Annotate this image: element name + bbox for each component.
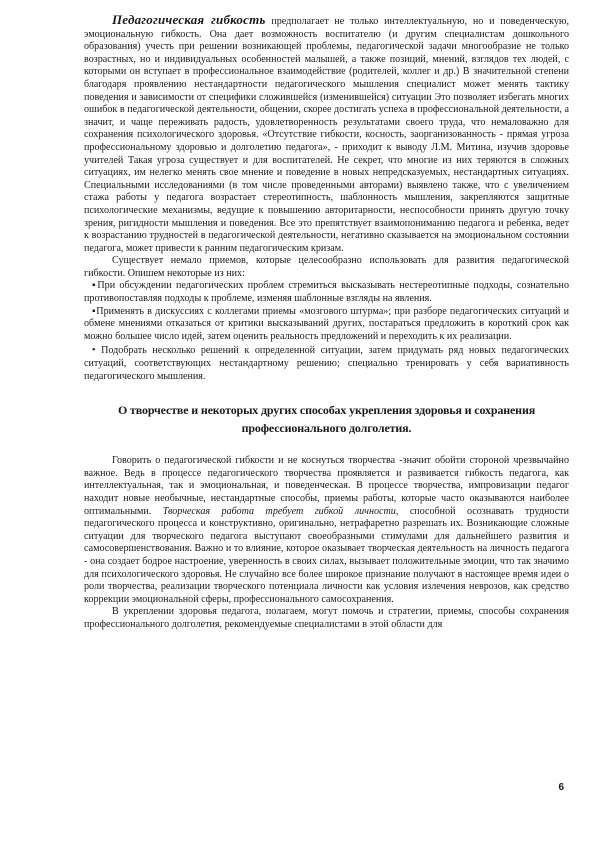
lead-term: Педагогическая гибкость <box>112 12 266 27</box>
italic-phrase: Творческая работа требует гибкой личности, <box>162 505 399 517</box>
paragraph-text: Говорить о педагогической гибкости и не коснуться творчества -значит обойти стороной чрезвычайно важное. Ведь в процессе педагогического творчества проявляется и развивается гибкость педагога, как интеллектуальная, так и эмоциональная, и поведенческая. В процессе творчества, импровизации педагог находит новые необычные, нестандартные способы, приемы работы, которые часто оказываются наиболее оптимальными. <box>84 455 569 517</box>
paragraph-pedagogical-flexibility <box>84 14 569 255</box>
page-number: 6 <box>558 782 564 793</box>
list-item: • Подобрать несколько решений к определенной ситуации, затем придумать ряд новых педагогических ситуаций, соответствующих нестандартному решению; специально тренировать у себя вариативность педагогического мышления. <box>84 345 569 382</box>
page-content <box>84 14 569 632</box>
list-item: ▪При обсуждении педагогических проблем стремиться высказывать нестереотипные подходы, сознательно противопоставляя подходы к проблеме, изменяя шаблонные взгляды на явления. <box>84 280 569 305</box>
list-item: ▪Применять в дискуссиях с коллегами приемы «мозгового штурма»; при разборе педагогических ситуаций и обмене мнениями отказаться от критики высказываний других, постараться предложить в короткий срок как можно большее число идей, затем оценить реальность предложений и переходить к их реализации. <box>84 305 569 342</box>
section-heading: О творчестве и некоторых других способах укрепления здоровья и сохранения профессионального долголетия. <box>117 403 536 436</box>
paragraph-health-strategies: В укреплении здоровья педагога, полагаем, могут помочь и стратегии, приемы, способы сохранения профессионального долголетия, рекомендуемые специалистами в этой области для <box>84 606 569 630</box>
paragraph-techniques-intro: Существует немало приемов, которые целесообразно использовать для развития педагогической гибкости. Опишем некоторые из них: <box>84 255 569 279</box>
paragraph-text: способной осознавать трудности педагогического процесса и конструктивно, оригинально, нетрафаретно разрешать их. Возникающие сложные ситуации для творческого педагога выступают своеобразными стимулами для дальнейшего развития и самосовершенствования. Важно и то влияние, которое оказывает творческая деятельность на личность педагога - она создает бодрое настроение, уверенность в своих силах, вызывает положительные эмоции, что так значимо для психологического здоровья. Не случайно все более широкое признание получают в настоящее время идеи о роли творчества, реализации творческого потенциала личности как условия излечения неврозов, как средство коррекции эмоциональной сферы, профессионального самосохранения. <box>84 505 569 605</box>
paragraph-creativity <box>84 455 569 606</box>
paragraph-text: предполагает не только интеллектуальную, но и поведенческую, эмоциональную гибкость. Она дает возможность воспитателю (и другим специалистам дошкольного образования) учесть при решении возникающей проблемы, педагогической задачи многообразие не только возрастных, но и индивидуальных особенностей малышей, а также позиций, мнений, взглядов тех людей, с которыми он вступает в профессиональное взаимодействие (родителей, коллег и др.) В значительной степени благодаря проявлению нестандартности педагогического мышления специалист может менять тактику поведения и зависимости от специфики сложившейся (изменившейся) ситуации Это позволяет избегать многих ошибок в педагогической деятельности, общении, скорее достигать успеха в профессиональной деятельности, а значит, и чаще переживать радость, удовлетворенность результатами своего труда, что немаловажно для сохранения психологического здоровья. «Отсутствие гибкости, косность, заорганизованность - прямая угроза профессиональному здоровью и долголетию педагога», - приходит к выводу Л.М. Митина, изучив здоровье учителей Такая угроза существует и для воспитателей. Не секрет, что многие из них теряются в сложных ситуациях, им нелегко менять свое мнение и поведение в новых непредсказуемых, нестандартных ситуациях. Специальными исследованиями (в том числе проведенными авторами) выявлено также, что с увеличением стажа работы у педагога возрастает стереотипность, шаблонность мышления, закрепляются защитные психологические механизмы, ведущие к повышению авторитарности, неспособности принять другую точку зрения, ригидности мышления и поведения. Все это препятствует взаимопониманию педагога и ребенка, ведет к возрастанию трудностей в педагогической деятельности, негативно сказывается на эмоциональном состоянии педагога, может привести к ранним педагогическим кризам. <box>84 16 569 254</box>
